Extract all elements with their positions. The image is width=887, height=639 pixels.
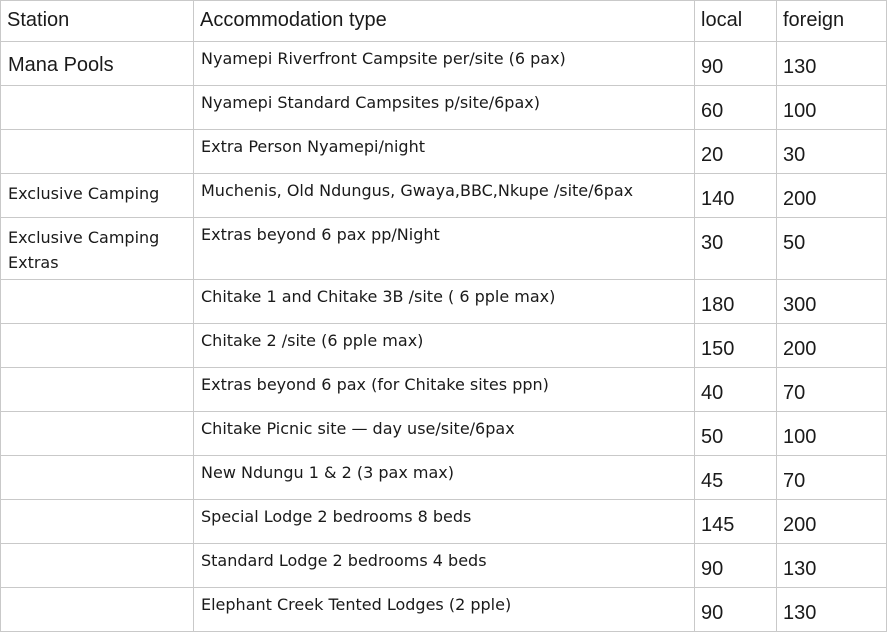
accommodation-cell: Extras beyond 6 pax (for Chitake sites ppn) — [194, 368, 695, 412]
foreign-price-cell: 200 — [777, 174, 887, 218]
accommodation-cell: Chitake 2 /site (6 pple max) — [194, 324, 695, 368]
station-cell — [1, 86, 194, 130]
station-cell — [1, 500, 194, 544]
accommodation-cell: Muchenis, Old Ndungus, Gwaya,BBC,Nkupe /site/6pax — [194, 174, 695, 218]
accommodation-cell: Chitake 1 and Chitake 3B /site ( 6 pple max) — [194, 280, 695, 324]
foreign-price-cell: 200 — [777, 500, 887, 544]
local-price-cell: 140 — [695, 174, 777, 218]
table-row — [1, 324, 887, 368]
station-cell — [1, 368, 194, 412]
station-cell — [1, 588, 194, 632]
table-row — [1, 456, 887, 500]
station-cell — [1, 544, 194, 588]
table-row — [1, 280, 887, 324]
table-row — [1, 500, 887, 544]
foreign-price-cell: 50 — [777, 218, 887, 280]
table-row — [1, 412, 887, 456]
header-accommodation-type: Accommodation type — [194, 1, 695, 42]
accommodation-cell: Chitake Picnic site — day use/site/6pax — [194, 412, 695, 456]
header-row — [1, 1, 887, 42]
station-cell — [1, 324, 194, 368]
header-station: Station — [1, 1, 194, 42]
table-row — [1, 42, 887, 86]
table-row — [1, 218, 887, 280]
local-price-cell: 50 — [695, 412, 777, 456]
table-row — [1, 544, 887, 588]
foreign-price-cell: 30 — [777, 130, 887, 174]
foreign-price-cell: 130 — [777, 588, 887, 632]
station-cell — [1, 130, 194, 174]
local-price-cell: 40 — [695, 368, 777, 412]
accommodation-cell: Elephant Creek Tented Lodges (2 pple) — [194, 588, 695, 632]
station-cell: Exclusive Camping — [1, 174, 194, 218]
foreign-price-cell: 130 — [777, 42, 887, 86]
local-price-cell: 60 — [695, 86, 777, 130]
foreign-price-cell: 70 — [777, 368, 887, 412]
station-cell — [1, 280, 194, 324]
foreign-price-cell: 130 — [777, 544, 887, 588]
station-cell — [1, 456, 194, 500]
foreign-price-cell: 200 — [777, 324, 887, 368]
accommodation-cell: Nyamepi Riverfront Campsite per/site (6 pax) — [194, 42, 695, 86]
accommodation-cell: Extra Person Nyamepi/night — [194, 130, 695, 174]
accommodation-cell: Extras beyond 6 pax pp/Night — [194, 218, 695, 280]
foreign-price-cell: 100 — [777, 86, 887, 130]
station-cell: Exclusive Camping Extras — [1, 218, 194, 280]
foreign-price-cell: 70 — [777, 456, 887, 500]
station-cell: Mana Pools — [1, 42, 194, 86]
header-local: local — [695, 1, 777, 42]
accommodation-cell: New Ndungu 1 & 2 (3 pax max) — [194, 456, 695, 500]
local-price-cell: 45 — [695, 456, 777, 500]
foreign-price-cell: 300 — [777, 280, 887, 324]
table-row — [1, 130, 887, 174]
table-row — [1, 368, 887, 412]
table-row — [1, 174, 887, 218]
foreign-price-cell: 100 — [777, 412, 887, 456]
local-price-cell: 90 — [695, 42, 777, 86]
station-cell — [1, 412, 194, 456]
accommodation-cell: Special Lodge 2 bedrooms 8 beds — [194, 500, 695, 544]
local-price-cell: 90 — [695, 588, 777, 632]
local-price-cell: 30 — [695, 218, 777, 280]
header-foreign: foreign — [777, 1, 887, 42]
table-row — [1, 588, 887, 632]
local-price-cell: 150 — [695, 324, 777, 368]
local-price-cell: 90 — [695, 544, 777, 588]
accommodation-cell: Standard Lodge 2 bedrooms 4 beds — [194, 544, 695, 588]
local-price-cell: 20 — [695, 130, 777, 174]
local-price-cell: 180 — [695, 280, 777, 324]
local-price-cell: 145 — [695, 500, 777, 544]
table-row — [1, 86, 887, 130]
accommodation-cell: Nyamepi Standard Campsites p/site/6pax) — [194, 86, 695, 130]
